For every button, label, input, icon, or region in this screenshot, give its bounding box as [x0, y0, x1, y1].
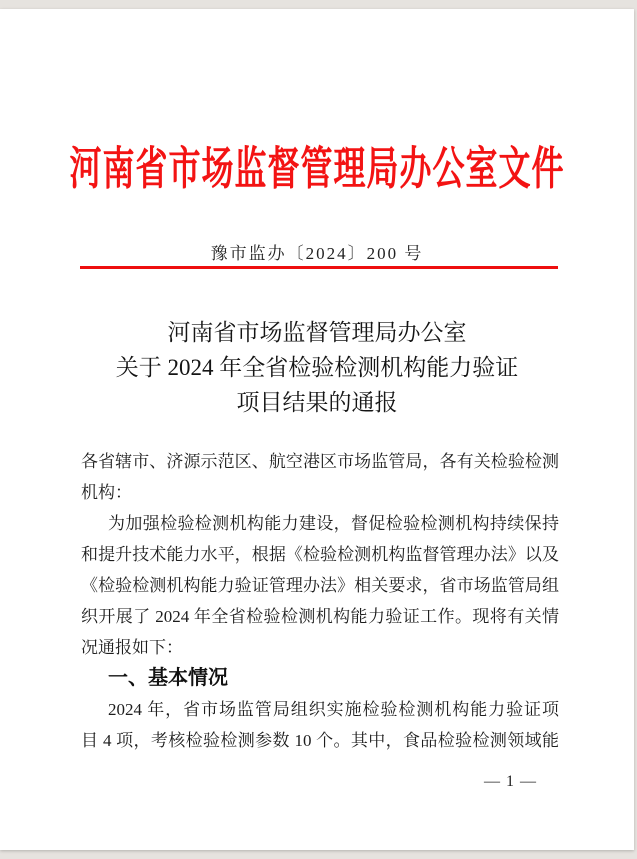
salutation-line-2: 机构： — [81, 483, 132, 502]
document-number: 豫市监办〔2024〕200 号 — [210, 244, 424, 263]
page-number: — 1 — — [484, 773, 537, 790]
red-divider-rule — [80, 266, 558, 269]
paragraph2-line-2: 目 4 项，考核检验检测参数 10 个。其中，食品检验检测领域能 — [81, 731, 559, 750]
document-title-line-2: 关于 2024 年全省检验检测机构能力验证 — [115, 355, 519, 380]
document-page — [0, 9, 634, 850]
paragraph1-line-1: 为加强检验检测机构能力建设，督促检验检测机构持续保持 — [108, 514, 559, 533]
paragraph1-line-4: 织开展了 2024 年全省检验检测机构能力验证工作。现将有关情 — [81, 607, 559, 626]
agency-letterhead-title: 河南省市场监督管理局办公室文件 — [69, 142, 565, 195]
document-body — [81, 446, 559, 756]
section-heading-basic-situation: 一、基本情况 — [108, 667, 228, 689]
paragraph2-line-1: 2024 年，省市场监管局组织实施检验检测机构能力验证项 — [108, 700, 559, 719]
document-title — [0, 315, 634, 420]
paragraph1-line-5: 况通报如下： — [81, 638, 183, 657]
paragraph1-line-2: 和提升技术能力水平，根据《检验检测机构监督管理办法》以及 — [81, 545, 559, 564]
paragraph1-line-3: 《检验检测机构能力验证管理办法》相关要求，省市场监管局组 — [81, 576, 559, 595]
document-title-line-3: 项目结果的通报 — [236, 390, 398, 415]
document-title-line-1: 河南省市场监督管理局办公室 — [167, 320, 467, 345]
salutation-line-1: 各省辖市、济源示范区、航空港区市场监管局，各有关检验检测 — [81, 452, 559, 471]
